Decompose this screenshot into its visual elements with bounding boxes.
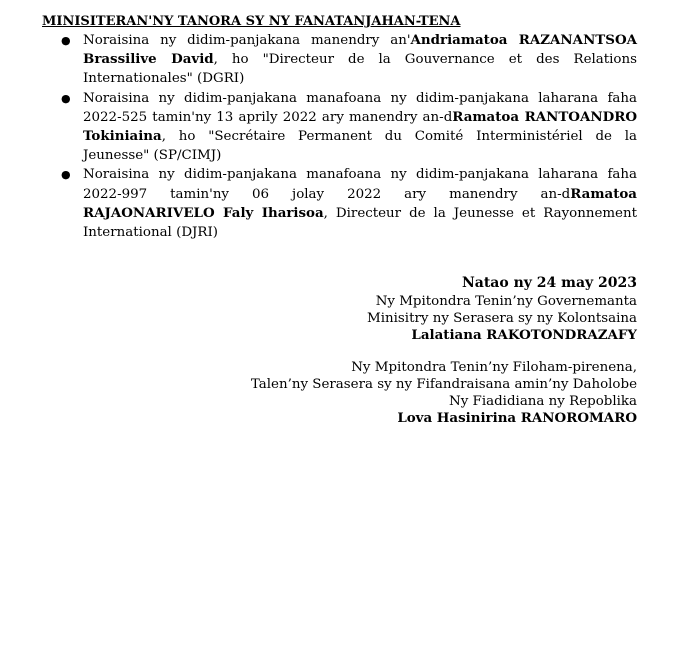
item-name: Andriamatoa RAZANANTSOA Brassilive David xyxy=(83,32,637,68)
signature-block-government xyxy=(367,273,637,344)
signature-title-line: Talen’ny Serasera sy ny Fifandraisana amin’ny Daholobe xyxy=(250,377,637,392)
item-text: Noraisina ny didim-panjakana manendry an' xyxy=(83,33,411,48)
item-text: Noraisina ny didim-panjakana manafoana ny didim-panjakana laharana faha 2022-525 tamin'ny 13 aprily 2022 ary manendry an-d xyxy=(83,90,637,125)
list-item xyxy=(43,31,637,89)
item-text: Noraisina ny didim-panjakana manafoana ny didim-panjakana laharana faha 2022-997 tamin'ny 06 jolay 2022 ary manendry an-d xyxy=(83,167,637,202)
signature-title-line: Ny Fiadidiana ny Repoblika xyxy=(449,394,637,409)
signatory-name: Lalatiana RAKOTONDRAZAFY xyxy=(411,327,637,343)
signature-title-line: Ny Mpitondra Tenin’ny Filoham-pirenena, xyxy=(351,360,637,375)
signatory-name: Lova Hasinirina RANOROMARO xyxy=(397,410,637,426)
decree-list xyxy=(43,31,637,242)
bullet-icon: ● xyxy=(61,168,71,182)
item-text-end: , Directeur de la Jeunesse et Rayonnement International (DJRI) xyxy=(83,205,637,241)
bullet-icon: ● xyxy=(61,34,71,47)
signature-date: Natao ny 24 may 2023 xyxy=(461,275,637,291)
item-name: Ramatoa RAJAONARIVELO Faly Iharisoa xyxy=(83,185,637,221)
list-item xyxy=(43,89,637,166)
bullet-icon: ● xyxy=(61,91,71,105)
item-text-end: , ho "Directeur de la Gouvernance et des Relations Internationales" (DGRI) xyxy=(83,52,637,87)
signature-block-presidency xyxy=(251,359,637,427)
section-heading: MINISITERAN'NY TANORA SY NY FANATANJAHAN-TENA xyxy=(42,14,461,29)
signature-title-line: Ny Mpitondra Tenin’ny Governemanta xyxy=(375,294,637,309)
item-text-end: , ho "Secrétaire Permanent du Comité Interministériel de la Jeunesse" (SP/CIMJ) xyxy=(83,129,637,164)
signature-title-line: Minisitry ny Serasera sy ny Kolontsaina xyxy=(367,311,637,326)
list-item xyxy=(43,165,637,242)
item-name: Ramatoa RANTOANDRO Tokiniaina xyxy=(83,108,637,145)
